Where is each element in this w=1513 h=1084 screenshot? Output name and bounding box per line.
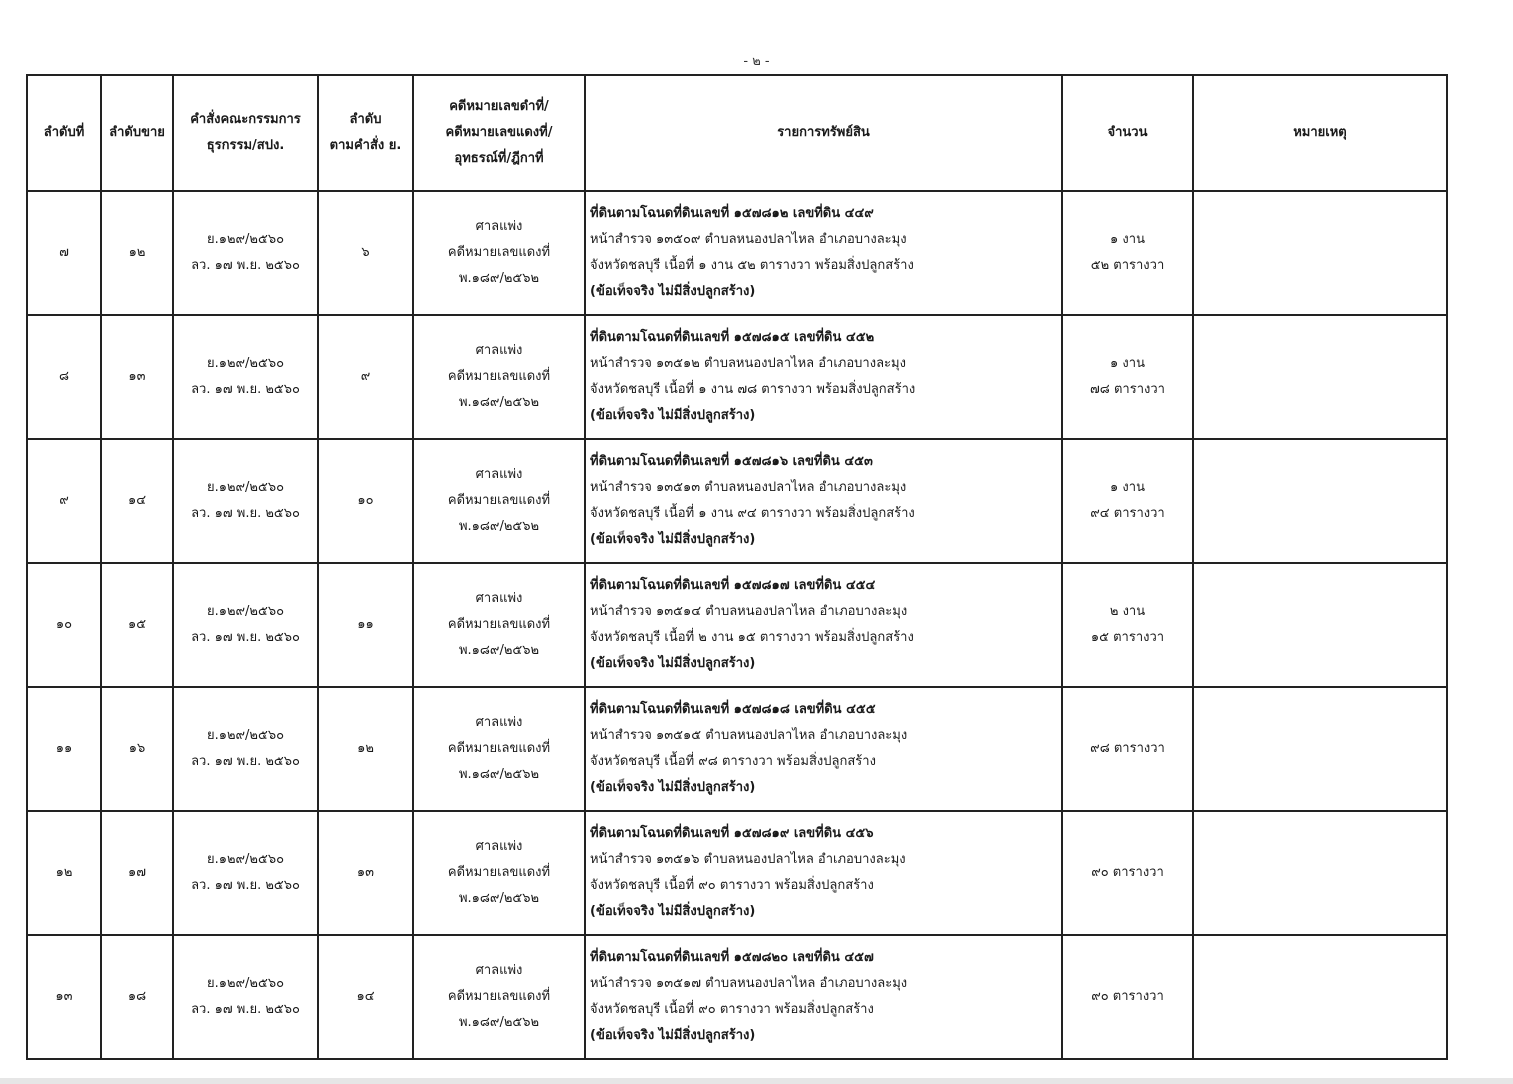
cell-case — [413, 439, 585, 563]
order-line: ย.๑๒๙/๒๕๖๐ — [206, 604, 285, 619]
header-order-line: ธุรกรรม/สปง. — [206, 138, 285, 153]
cell-order-seq: ๖ — [318, 191, 413, 315]
cell-asset — [585, 811, 1062, 935]
cell-amount — [1062, 191, 1193, 315]
cell-asset — [585, 315, 1062, 439]
amount-line: ๑ งาน — [1110, 480, 1145, 495]
cell-case — [413, 935, 585, 1059]
amount-line: ๑ งาน — [1110, 232, 1145, 247]
asset-table — [26, 74, 1448, 1060]
asset-line: ที่ดินตามโฉนดที่ดินเลขที่ ๑๕๗๘๑๗ เลขที่ดิน ๔๕๔ — [590, 578, 876, 593]
cell-order — [173, 687, 318, 811]
asset-line: ที่ดินตามโฉนดที่ดินเลขที่ ๑๕๗๘๑๕ เลขที่ดิน ๔๕๒ — [590, 330, 875, 345]
header-seq: ลำดับที่ — [27, 75, 101, 191]
cell-asset — [585, 439, 1062, 563]
asset-line: ที่ดินตามโฉนดที่ดินเลขที่ ๑๕๗๘๒๐ เลขที่ดิน ๔๕๗ — [590, 950, 874, 965]
asset-line: ที่ดินตามโฉนดที่ดินเลขที่ ๑๕๗๘๑๙ เลขที่ดิน ๔๕๖ — [590, 826, 874, 841]
case-line: พ.๑๘๙/๒๕๖๒ — [458, 891, 540, 906]
cell-amount — [1062, 687, 1193, 811]
header-case-line: คดีหมายเลขดำที่/ — [449, 99, 549, 114]
cell-sale-seq: ๑๗ — [101, 811, 173, 935]
asset-line: (ข้อเท็จจริง ไม่มีสิ่งปลูกสร้าง) — [590, 1028, 756, 1043]
header-order-seq-line: ตามคำสั่ง ย. — [329, 138, 402, 153]
cell-case — [413, 191, 585, 315]
asset-line: หน้าสำรวจ ๑๓๕๑๓ ตำบลหนองปลาไหล อำเภอบางละมุง — [590, 480, 907, 495]
cell-asset — [585, 935, 1062, 1059]
asset-line: หน้าสำรวจ ๑๓๕๑๕ ตำบลหนองปลาไหล อำเภอบางละมุง — [590, 728, 908, 743]
cell-remark — [1193, 935, 1447, 1059]
cell-remark — [1193, 439, 1447, 563]
cell-seq: ๑๑ — [27, 687, 101, 811]
amount-line: ๑ งาน — [1110, 356, 1145, 371]
asset-line: หน้าสำรวจ ๑๓๕๐๙ ตำบลหนองปลาไหล อำเภอบางละมุง — [590, 232, 907, 247]
case-line: ศาลแพ่ง — [475, 839, 523, 854]
amount-line: ๙๐ ตารางวา — [1091, 865, 1164, 880]
cell-order-seq: ๙ — [318, 315, 413, 439]
cell-remark — [1193, 315, 1447, 439]
asset-line: จังหวัดชลบุรี เนื้อที่ ๙๐ ตารางวา พร้อมสิ่งปลูกสร้าง — [590, 1002, 874, 1017]
order-line: ย.๑๒๙/๒๕๖๐ — [206, 356, 285, 371]
table-row — [27, 687, 1447, 811]
cell-order-seq: ๑๓ — [318, 811, 413, 935]
asset-line: จังหวัดชลบุรี เนื้อที่ ๙๐ ตารางวา พร้อมสิ่งปลูกสร้าง — [590, 878, 874, 893]
case-line: คดีหมายเลขแดงที่ — [447, 493, 551, 508]
table-row — [27, 191, 1447, 315]
asset-line: จังหวัดชลบุรี เนื้อที่ ๑ งาน ๗๘ ตารางวา พร้อมสิ่งปลูกสร้าง — [590, 382, 916, 397]
header-order — [173, 75, 318, 191]
table-row — [27, 563, 1447, 687]
amount-line: ๑๕ ตารางวา — [1090, 630, 1165, 645]
order-line: ย.๑๒๙/๒๕๖๐ — [206, 728, 285, 743]
table-body — [27, 191, 1447, 1059]
order-line: ลว. ๑๗ พ.ย. ๒๕๖๐ — [191, 754, 300, 769]
asset-line: ที่ดินตามโฉนดที่ดินเลขที่ ๑๕๗๘๑๘ เลขที่ดิน ๔๕๕ — [590, 702, 876, 717]
asset-line: (ข้อเท็จจริง ไม่มีสิ่งปลูกสร้าง) — [590, 532, 756, 547]
header-order-seq — [318, 75, 413, 191]
cell-sale-seq: ๑๘ — [101, 935, 173, 1059]
cell-sale-seq: ๑๓ — [101, 315, 173, 439]
case-line: ศาลแพ่ง — [475, 343, 523, 358]
cell-asset — [585, 191, 1062, 315]
table-header-row — [27, 75, 1447, 191]
table-row — [27, 811, 1447, 935]
case-line: คดีหมายเลขแดงที่ — [447, 245, 551, 260]
cell-remark — [1193, 563, 1447, 687]
order-line: ลว. ๑๗ พ.ย. ๒๕๖๐ — [191, 878, 300, 893]
case-line: คดีหมายเลขแดงที่ — [447, 989, 551, 1004]
amount-line: ๗๘ ตารางวา — [1090, 382, 1165, 397]
header-order-seq-line: ลำดับ — [349, 112, 382, 127]
case-line: ศาลแพ่ง — [475, 467, 523, 482]
page-number: - ๒ - — [743, 54, 770, 69]
table-row — [27, 315, 1447, 439]
asset-line: (ข้อเท็จจริง ไม่มีสิ่งปลูกสร้าง) — [590, 904, 756, 919]
cell-sale-seq: ๑๖ — [101, 687, 173, 811]
asset-line: หน้าสำรวจ ๑๓๕๑๒ ตำบลหนองปลาไหล อำเภอบางละมุง — [590, 356, 906, 371]
cell-order-seq: ๑๔ — [318, 935, 413, 1059]
cell-asset — [585, 687, 1062, 811]
asset-line: (ข้อเท็จจริง ไม่มีสิ่งปลูกสร้าง) — [590, 284, 756, 299]
case-line: คดีหมายเลขแดงที่ — [447, 865, 551, 880]
asset-line: (ข้อเท็จจริง ไม่มีสิ่งปลูกสร้าง) — [590, 780, 756, 795]
cell-sale-seq: ๑๒ — [101, 191, 173, 315]
cell-order — [173, 935, 318, 1059]
cell-remark — [1193, 811, 1447, 935]
cell-case — [413, 315, 585, 439]
header-remark: หมายเหตุ — [1193, 75, 1447, 191]
amount-line: ๕๒ ตารางวา — [1090, 258, 1165, 273]
order-line: ลว. ๑๗ พ.ย. ๒๕๖๐ — [191, 258, 300, 273]
amount-line: ๙๘ ตารางวา — [1090, 741, 1165, 756]
asset-line: ที่ดินตามโฉนดที่ดินเลขที่ ๑๕๗๘๑๖ เลขที่ดิน ๔๕๓ — [590, 454, 873, 469]
cell-seq: ๘ — [27, 315, 101, 439]
cell-seq: ๙ — [27, 439, 101, 563]
order-line: ย.๑๒๙/๒๕๖๐ — [206, 480, 285, 495]
cell-order — [173, 811, 318, 935]
case-line: พ.๑๘๙/๒๕๖๒ — [458, 395, 540, 410]
table-row — [27, 439, 1447, 563]
order-line: ย.๑๒๙/๒๕๖๐ — [206, 852, 285, 867]
order-line: ลว. ๑๗ พ.ย. ๒๕๖๐ — [191, 382, 300, 397]
case-line: คดีหมายเลขแดงที่ — [447, 369, 551, 384]
cell-amount — [1062, 935, 1193, 1059]
order-line: ย.๑๒๙/๒๕๖๐ — [206, 232, 285, 247]
cell-remark — [1193, 687, 1447, 811]
case-line: ศาลแพ่ง — [475, 963, 523, 978]
cell-case — [413, 687, 585, 811]
header-asset: รายการทรัพย์สิน — [585, 75, 1062, 191]
cell-order — [173, 315, 318, 439]
case-line: พ.๑๘๙/๒๕๖๒ — [458, 519, 540, 534]
order-line: ลว. ๑๗ พ.ย. ๒๕๖๐ — [191, 1002, 300, 1017]
asset-line: ที่ดินตามโฉนดที่ดินเลขที่ ๑๕๗๘๑๒ เลขที่ดิน ๔๔๙ — [590, 206, 874, 221]
cell-order — [173, 439, 318, 563]
amount-line: ๙๐ ตารางวา — [1091, 989, 1164, 1004]
cell-amount — [1062, 563, 1193, 687]
cell-case — [413, 811, 585, 935]
case-line: พ.๑๘๙/๒๕๖๒ — [458, 271, 540, 286]
header-amount: จำนวน — [1062, 75, 1193, 191]
case-line: คดีหมายเลขแดงที่ — [447, 741, 551, 756]
cell-sale-seq: ๑๕ — [101, 563, 173, 687]
cell-remark — [1193, 191, 1447, 315]
header-case — [413, 75, 585, 191]
page-bottom-edge — [0, 1078, 1513, 1084]
header-order-line: คำสั่งคณะกรรมการ — [190, 112, 301, 127]
cell-order — [173, 563, 318, 687]
case-line: ศาลแพ่ง — [475, 715, 523, 730]
table-row — [27, 935, 1447, 1059]
header-case-line: อุทธรณ์ที่/ฎีกาที่ — [454, 151, 544, 166]
case-line: พ.๑๘๙/๒๕๖๒ — [458, 643, 540, 658]
cell-seq: ๑๐ — [27, 563, 101, 687]
cell-amount — [1062, 315, 1193, 439]
cell-amount — [1062, 811, 1193, 935]
order-line: ย.๑๒๙/๒๕๖๐ — [206, 976, 285, 991]
asset-line: หน้าสำรวจ ๑๓๕๑๗ ตำบลหนองปลาไหล อำเภอบางละมุง — [590, 976, 908, 991]
cell-sale-seq: ๑๔ — [101, 439, 173, 563]
asset-line: (ข้อเท็จจริง ไม่มีสิ่งปลูกสร้าง) — [590, 408, 756, 423]
case-line: คดีหมายเลขแดงที่ — [447, 617, 551, 632]
case-line: ศาลแพ่ง — [475, 219, 523, 234]
case-line: พ.๑๘๙/๒๕๖๒ — [458, 1015, 540, 1030]
case-line: ศาลแพ่ง — [475, 591, 523, 606]
cell-seq: ๑๒ — [27, 811, 101, 935]
asset-line: (ข้อเท็จจริง ไม่มีสิ่งปลูกสร้าง) — [590, 656, 756, 671]
case-line: พ.๑๘๙/๒๕๖๒ — [458, 767, 540, 782]
cell-seq: ๑๓ — [27, 935, 101, 1059]
cell-order — [173, 191, 318, 315]
cell-case — [413, 563, 585, 687]
header-sale-seq: ลำดับขาย — [101, 75, 173, 191]
amount-line: ๒ งาน — [1109, 604, 1146, 619]
asset-line: หน้าสำรวจ ๑๓๕๑๔ ตำบลหนองปลาไหล อำเภอบางละมุง — [590, 604, 908, 619]
order-line: ลว. ๑๗ พ.ย. ๒๕๖๐ — [191, 630, 300, 645]
cell-amount — [1062, 439, 1193, 563]
amount-line: ๙๔ ตารางวา — [1090, 506, 1165, 521]
asset-line: จังหวัดชลบุรี เนื้อที่ ๑ งาน ๙๔ ตารางวา พร้อมสิ่งปลูกสร้าง — [590, 506, 915, 521]
order-line: ลว. ๑๗ พ.ย. ๒๕๖๐ — [191, 506, 300, 521]
asset-line: จังหวัดชลบุรี เนื้อที่ ๙๘ ตารางวา พร้อมสิ่งปลูกสร้าง — [590, 754, 876, 769]
cell-order-seq: ๑๐ — [318, 439, 413, 563]
asset-line: จังหวัดชลบุรี เนื้อที่ ๒ งาน ๑๕ ตารางวา พร้อมสิ่งปลูกสร้าง — [590, 630, 914, 645]
cell-seq: ๗ — [27, 191, 101, 315]
cell-order-seq: ๑๑ — [318, 563, 413, 687]
cell-asset — [585, 563, 1062, 687]
header-case-line: คดีหมายเลขแดงที่/ — [445, 125, 553, 140]
asset-line: จังหวัดชลบุรี เนื้อที่ ๑ งาน ๕๒ ตารางวา พร้อมสิ่งปลูกสร้าง — [590, 258, 914, 273]
cell-order-seq: ๑๒ — [318, 687, 413, 811]
asset-line: หน้าสำรวจ ๑๓๕๑๖ ตำบลหนองปลาไหล อำเภอบางละมุง — [590, 852, 906, 867]
